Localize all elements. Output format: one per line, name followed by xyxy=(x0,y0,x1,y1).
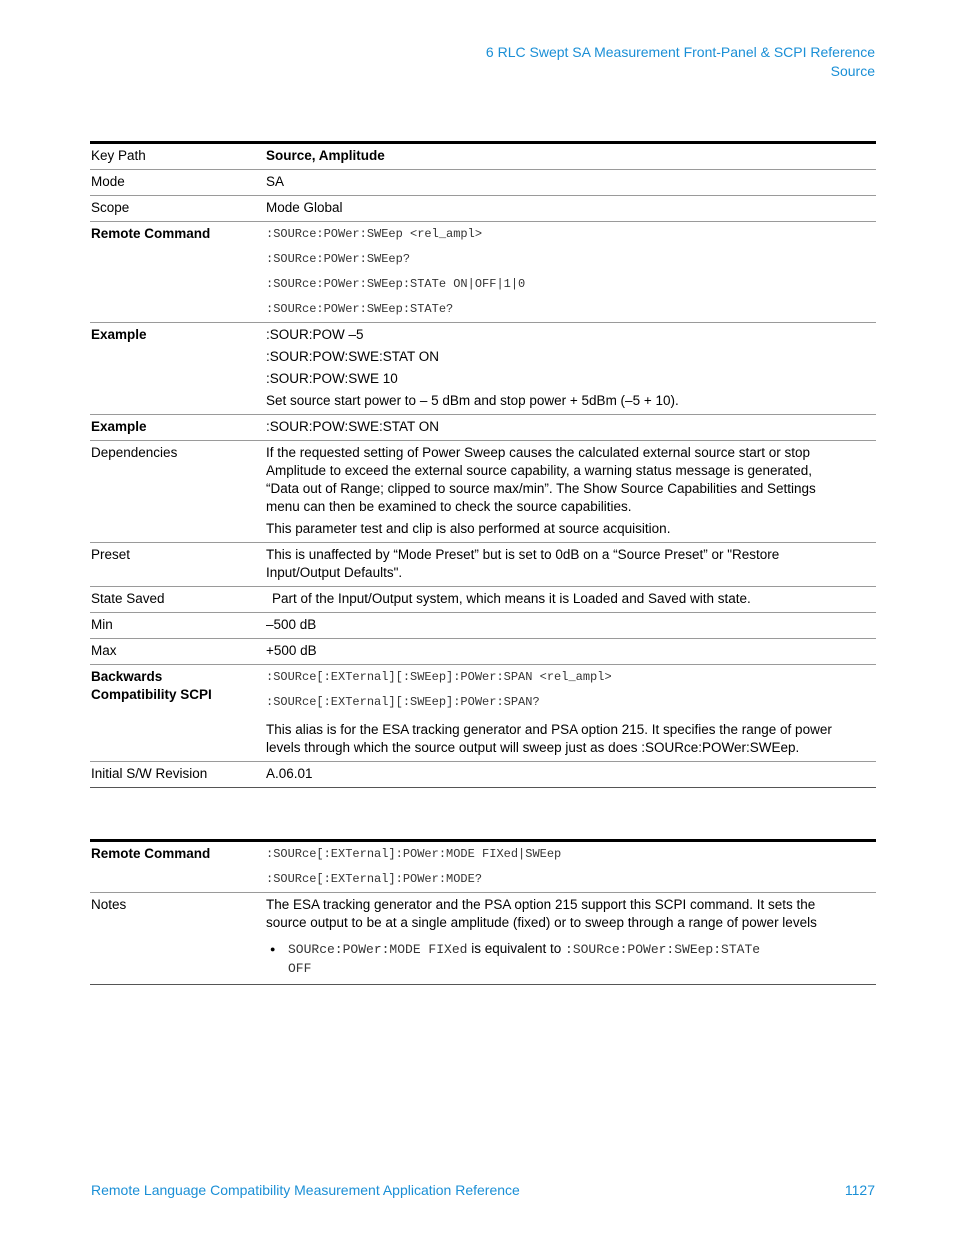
remote-command-label: Remote Command xyxy=(90,222,265,323)
table-row xyxy=(90,587,876,613)
page-header xyxy=(486,43,875,81)
example-value: :SOUR:POW:SWE:STAT ON xyxy=(265,415,876,441)
command-line: :SOURce[:EXTernal][:SWEep]:POWer:SPAN <rel_ampl> xyxy=(266,670,612,684)
notes-label: Notes xyxy=(90,893,265,985)
source-power-sweep-table xyxy=(90,141,876,788)
table-row xyxy=(90,196,876,222)
table-row xyxy=(90,543,876,587)
dependencies-line: If the requested setting of Power Sweep causes the calculated external source start or stop xyxy=(266,445,811,460)
command-line: :SOURce[:EXTernal][:SWEep]:POWer:SPAN? xyxy=(266,695,540,709)
remote-command-value xyxy=(265,222,876,323)
command-line: :SOURce:POWer:SWEep <rel_ampl> xyxy=(266,227,483,241)
backwards-label-line: Backwards xyxy=(91,669,163,684)
backwards-desc-line: This alias is for the ESA tracking generator and PSA option 215. It specifies the range of power xyxy=(266,722,832,737)
notes-line: source output to be at a single amplitude (fixed) or to sweep through a range of power levels xyxy=(266,915,817,930)
mode-label: Mode xyxy=(90,170,265,196)
command-line: :SOURce:POWer:SWEep:STATe ON|OFF|1|0 xyxy=(266,277,526,291)
notes-bullet-text: is equivalent to xyxy=(467,941,565,956)
table-row xyxy=(90,143,876,170)
table-row xyxy=(90,639,876,665)
backwards-desc-line: levels through which the source output will sweep just as does :SOURce:POWer:SWEep. xyxy=(266,740,800,755)
document-title: Remote Language Compatibility Measurement Application Reference xyxy=(91,1182,520,1198)
notes-code: SOURce:POWer:SWEep:STATe xyxy=(572,942,761,957)
dependencies-label: Dependencies xyxy=(90,441,265,543)
chapter-title: 6 RLC Swept SA Measurement Front-Panel & SCPI Reference xyxy=(485,44,875,60)
state-saved-label: State Saved xyxy=(90,587,265,613)
preset-label: Preset xyxy=(90,543,265,587)
table-row xyxy=(90,841,876,893)
preset-value xyxy=(265,543,876,587)
table-row xyxy=(90,222,876,323)
backwards-label-line: Compatibility SCPI xyxy=(91,687,212,702)
notes-code-prefix: : xyxy=(565,942,573,957)
notes-code: SOURce:POWer:MODE FIXed xyxy=(288,942,468,957)
revision-value: A.06.01 xyxy=(265,762,876,788)
dependencies-note: This parameter test and clip is also performed at source acquisition. xyxy=(266,521,671,536)
command-line: :SOURce:POWer:SWEep:STATe? xyxy=(266,302,454,316)
dependencies-value xyxy=(265,441,876,543)
preset-line: This is unaffected by “Mode Preset” but is set to 0dB on a “Source Preset” or "Restore xyxy=(266,547,780,562)
dependencies-line: “Data out of Range; clipped to source max/min”. The Show Source Capabilities and Settings xyxy=(266,481,816,496)
dependencies-line: menu can then be examined to check the source capabilities. xyxy=(266,499,632,514)
dependencies-line: Amplitude to exceed the external source capability, a warning status message is generated, xyxy=(266,463,813,478)
example-line: :SOUR:POW –5 xyxy=(266,327,364,342)
preset-line: Input/Output Defaults". xyxy=(266,565,403,580)
notes-line: The ESA tracking generator and the PSA option 215 support this SCPI command. It sets the xyxy=(266,897,816,912)
remote-command-value xyxy=(265,841,876,893)
key-path-value: Source, Amplitude xyxy=(265,143,876,170)
min-value: –500 dB xyxy=(265,613,876,639)
table-row xyxy=(90,613,876,639)
notes-value xyxy=(265,893,876,985)
list-item xyxy=(288,940,876,978)
table-row xyxy=(90,170,876,196)
table-row xyxy=(90,323,876,415)
mode-value: SA xyxy=(265,170,876,196)
table-row xyxy=(90,415,876,441)
page-footer xyxy=(91,1181,875,1199)
command-line: :SOURce[:EXTernal]:POWer:MODE? xyxy=(266,872,483,886)
source-power-mode-table xyxy=(90,839,876,985)
table-row xyxy=(90,762,876,788)
table-row xyxy=(90,665,876,762)
example-line: :SOUR:POW:SWE:STAT ON xyxy=(266,349,440,364)
section-title: Source xyxy=(830,63,875,79)
max-value: +500 dB xyxy=(265,639,876,665)
backwards-compat-label xyxy=(90,665,265,762)
page-number: 1127 xyxy=(844,1182,875,1198)
command-line: :SOURce:POWer:SWEep? xyxy=(266,252,411,266)
notes-code: OFF xyxy=(288,961,312,976)
example-label: Example xyxy=(90,415,265,441)
table-row xyxy=(90,893,876,985)
notes-bullet-list xyxy=(266,940,876,978)
example-line: :SOUR:POW:SWE 10 xyxy=(266,371,398,386)
max-label: Max xyxy=(90,639,265,665)
command-line: :SOURce[:EXTernal]:POWer:MODE FIXed|SWEep xyxy=(266,847,562,861)
table-row xyxy=(90,441,876,543)
state-saved-value: Part of the Input/Output system, which means it is Loaded and Saved with state. xyxy=(265,587,876,613)
scope-value: Mode Global xyxy=(265,196,876,222)
min-label: Min xyxy=(90,613,265,639)
example-line: Set source start power to – 5 dBm and stop power + 5dBm (–5 + 10). xyxy=(266,393,679,408)
revision-label: Initial S/W Revision xyxy=(90,762,265,788)
backwards-compat-value xyxy=(265,665,876,762)
example-label: Example xyxy=(90,323,265,415)
key-path-label: Key Path xyxy=(90,143,265,170)
example-value xyxy=(265,323,876,415)
scope-label: Scope xyxy=(90,196,265,222)
remote-command-label: Remote Command xyxy=(90,841,265,893)
